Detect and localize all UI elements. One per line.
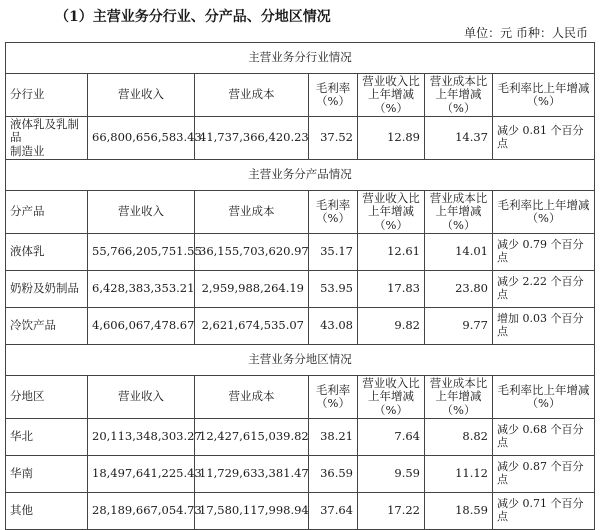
column-header: 毛利率比上年增减 （%） — [493, 74, 595, 117]
column-header: 营业成本比 上年增减 （%） — [425, 191, 493, 234]
table-cell: 35.17 — [309, 234, 358, 271]
table-row — [6, 234, 595, 271]
table-row — [6, 419, 595, 456]
table-cell: 36,155,703,620.97 — [195, 234, 309, 271]
table-cell: 37.64 — [309, 493, 358, 530]
table-cell: 23.80 — [425, 271, 493, 308]
row-label: 其他 — [6, 493, 88, 530]
table-cell: 12.89 — [358, 117, 425, 160]
table-cell: 9.82 — [358, 308, 425, 345]
column-header: 营业收入 — [88, 191, 195, 234]
column-header-row — [6, 74, 595, 117]
main-business-table — [5, 42, 595, 530]
table-cell: 41,737,366,420.23 — [195, 117, 309, 160]
table-cell: 36.59 — [309, 456, 358, 493]
table-cell: 17.22 — [358, 493, 425, 530]
table-row — [6, 493, 595, 530]
section-heading-row — [6, 160, 595, 191]
table-cell: 53.95 — [309, 271, 358, 308]
table-cell: 8.82 — [425, 419, 493, 456]
table-cell: 12,427,615,039.82 — [195, 419, 309, 456]
unit-currency-note: 单位：元 币种：人民币 — [464, 26, 588, 40]
column-header: 营业成本 — [195, 74, 309, 117]
table-cell: 43.08 — [309, 308, 358, 345]
section-title: （1）主营业务分行业、分产品、分地区情况 — [55, 9, 331, 25]
table-cell: 11.12 — [425, 456, 493, 493]
column-header: 营业成本比 上年增减 （%） — [425, 74, 493, 117]
table-cell: 14.01 — [425, 234, 493, 271]
column-header: 毛利率 （%） — [309, 74, 358, 117]
column-header: 分地区 — [6, 376, 88, 419]
column-header: 营业收入比 上年增减 （%） — [358, 191, 425, 234]
section-heading-row — [6, 43, 595, 74]
row-label: 冷饮产品 — [6, 308, 88, 345]
table-cell: 减少 0.87 个百分点 — [493, 456, 595, 493]
table-cell: 9.59 — [358, 456, 425, 493]
table-cell: 12.61 — [358, 234, 425, 271]
section-heading-row — [6, 345, 595, 376]
table-row — [6, 456, 595, 493]
table-cell: 18.59 — [425, 493, 493, 530]
column-header: 营业收入比 上年增减 （%） — [358, 74, 425, 117]
section-heading: 主营业务分地区情况 — [6, 345, 595, 376]
table-cell: 减少 2.22 个百分点 — [493, 271, 595, 308]
table-cell: 减少 0.68 个百分点 — [493, 419, 595, 456]
table-cell: 17,580,117,998.94 — [195, 493, 309, 530]
table-cell: 17.83 — [358, 271, 425, 308]
table-cell: 4,606,067,478.67 — [88, 308, 195, 345]
table-row — [6, 117, 595, 160]
table-cell: 11,729,633,381.47 — [195, 456, 309, 493]
column-header: 营业成本比 上年增减 （%） — [425, 376, 493, 419]
column-header: 营业成本 — [195, 376, 309, 419]
table-cell: 18,497,641,225.43 — [88, 456, 195, 493]
table-cell: 7.64 — [358, 419, 425, 456]
column-header-row — [6, 191, 595, 234]
row-label: 华南 — [6, 456, 88, 493]
column-header: 毛利率比上年增减 （%） — [493, 191, 595, 234]
column-header: 毛利率 （%） — [309, 376, 358, 419]
table-cell: 2,621,674,535.07 — [195, 308, 309, 345]
table-cell: 9.77 — [425, 308, 493, 345]
table-cell: 2,959,988,264.19 — [195, 271, 309, 308]
table-row — [6, 271, 595, 308]
column-header: 毛利率比上年增减 （%） — [493, 376, 595, 419]
table-cell: 55,766,205,751.55 — [88, 234, 195, 271]
table-cell: 14.37 — [425, 117, 493, 160]
column-header: 营业收入比 上年增减 （%） — [358, 376, 425, 419]
table-cell: 减少 0.79 个百分点 — [493, 234, 595, 271]
column-header: 毛利率 （%） — [309, 191, 358, 234]
column-header: 分产品 — [6, 191, 88, 234]
section-heading: 主营业务分产品情况 — [6, 160, 595, 191]
column-header: 营业收入 — [88, 376, 195, 419]
column-header: 分行业 — [6, 74, 88, 117]
table-cell: 28,189,667,054.73 — [88, 493, 195, 530]
table-cell: 37.52 — [309, 117, 358, 160]
table-cell: 66,800,656,583.43 — [88, 117, 195, 160]
row-label: 华北 — [6, 419, 88, 456]
column-header-row — [6, 376, 595, 419]
table-cell: 38.21 — [309, 419, 358, 456]
column-header: 营业收入 — [88, 74, 195, 117]
table-row — [6, 308, 595, 345]
table-cell: 增加 0.03 个百分点 — [493, 308, 595, 345]
table-cell: 6,428,383,353.21 — [88, 271, 195, 308]
table-cell: 20,113,348,303.27 — [88, 419, 195, 456]
table-cell: 减少 0.81 个百分点 — [493, 117, 595, 160]
row-label: 奶粉及奶制品 — [6, 271, 88, 308]
section-heading: 主营业务分行业情况 — [6, 43, 595, 74]
row-label: 液体乳 — [6, 234, 88, 271]
column-header: 营业成本 — [195, 191, 309, 234]
row-label: 液体乳及乳制品 制造业 — [6, 117, 88, 160]
table-cell: 减少 0.71 个百分点 — [493, 493, 595, 530]
